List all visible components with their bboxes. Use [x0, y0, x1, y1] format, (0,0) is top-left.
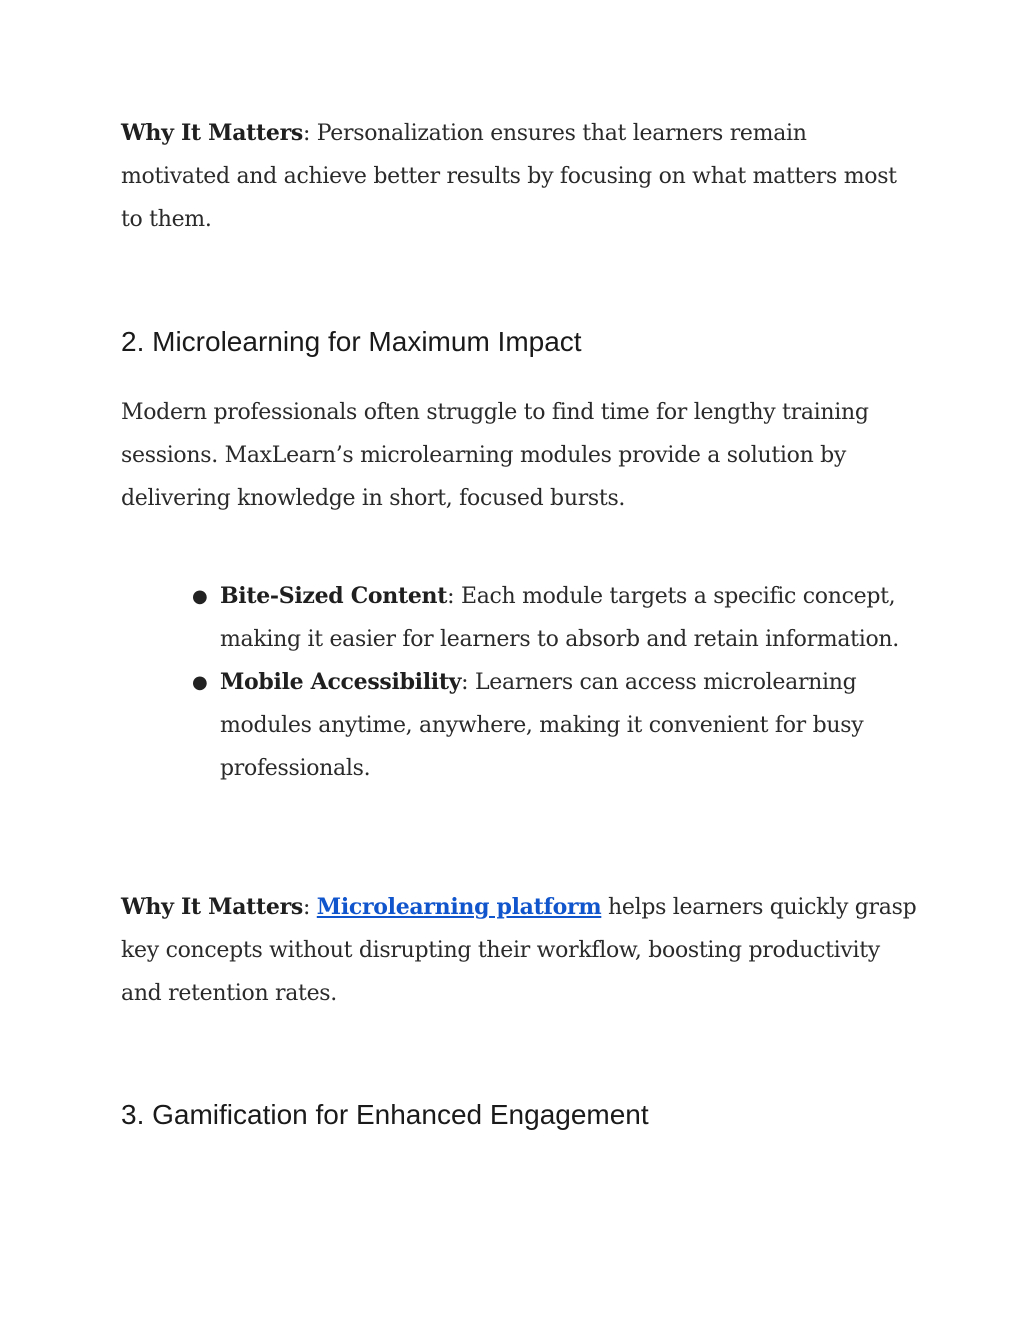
why-it-matters-label: Why It Matters: [121, 894, 303, 920]
section-heading-gamification: 3. Gamification for Enhanced Engagement: [121, 1099, 649, 1130]
separator: :: [447, 584, 461, 609]
bullet-icon: ●: [192, 586, 208, 607]
bullet-text: Learners can access microlearning modules anytime, anywhere, making it convenient for busy professionals.: [220, 670, 864, 781]
microlearning-intro-paragraph: Modern professionals often struggle to find time for lengthy training sessions. MaxLearn’s microlearning modules provide a solution by delivering knowledge in short, focused bursts.: [121, 400, 869, 511]
why-it-matters-personalization: [121, 112, 921, 241]
separator: :: [302, 895, 317, 920]
section-heading-microlearning: 2. Microlearning for Maximum Impact: [121, 326, 582, 357]
microlearning-bullet-list: [190, 575, 910, 790]
bullet-title: Bite-Sized Content: [220, 583, 448, 609]
separator: :: [461, 670, 475, 695]
separator: :: [302, 121, 317, 146]
list-item: [190, 575, 910, 661]
why-it-matters-microlearning: [121, 886, 921, 1015]
why-it-matters-text: Personalization ensures that learners remain motivated and achieve better results by focusing on what matters most to them.: [121, 121, 897, 232]
why-it-matters-text: helps learners quickly grasp key concepts without disrupting their workflow, boosting productivity and retention rates.: [121, 895, 917, 1006]
bullet-text: Each module targets a specific concept, making it easier for learners to absorb and retain information.: [220, 584, 899, 652]
why-it-matters-label: Why It Matters: [121, 120, 303, 146]
list-item: [190, 661, 910, 790]
microlearning-platform-link[interactable]: Microlearning platform: [316, 894, 602, 920]
bullet-icon: ●: [192, 672, 208, 693]
bullet-title: Mobile Accessibility: [220, 669, 462, 695]
